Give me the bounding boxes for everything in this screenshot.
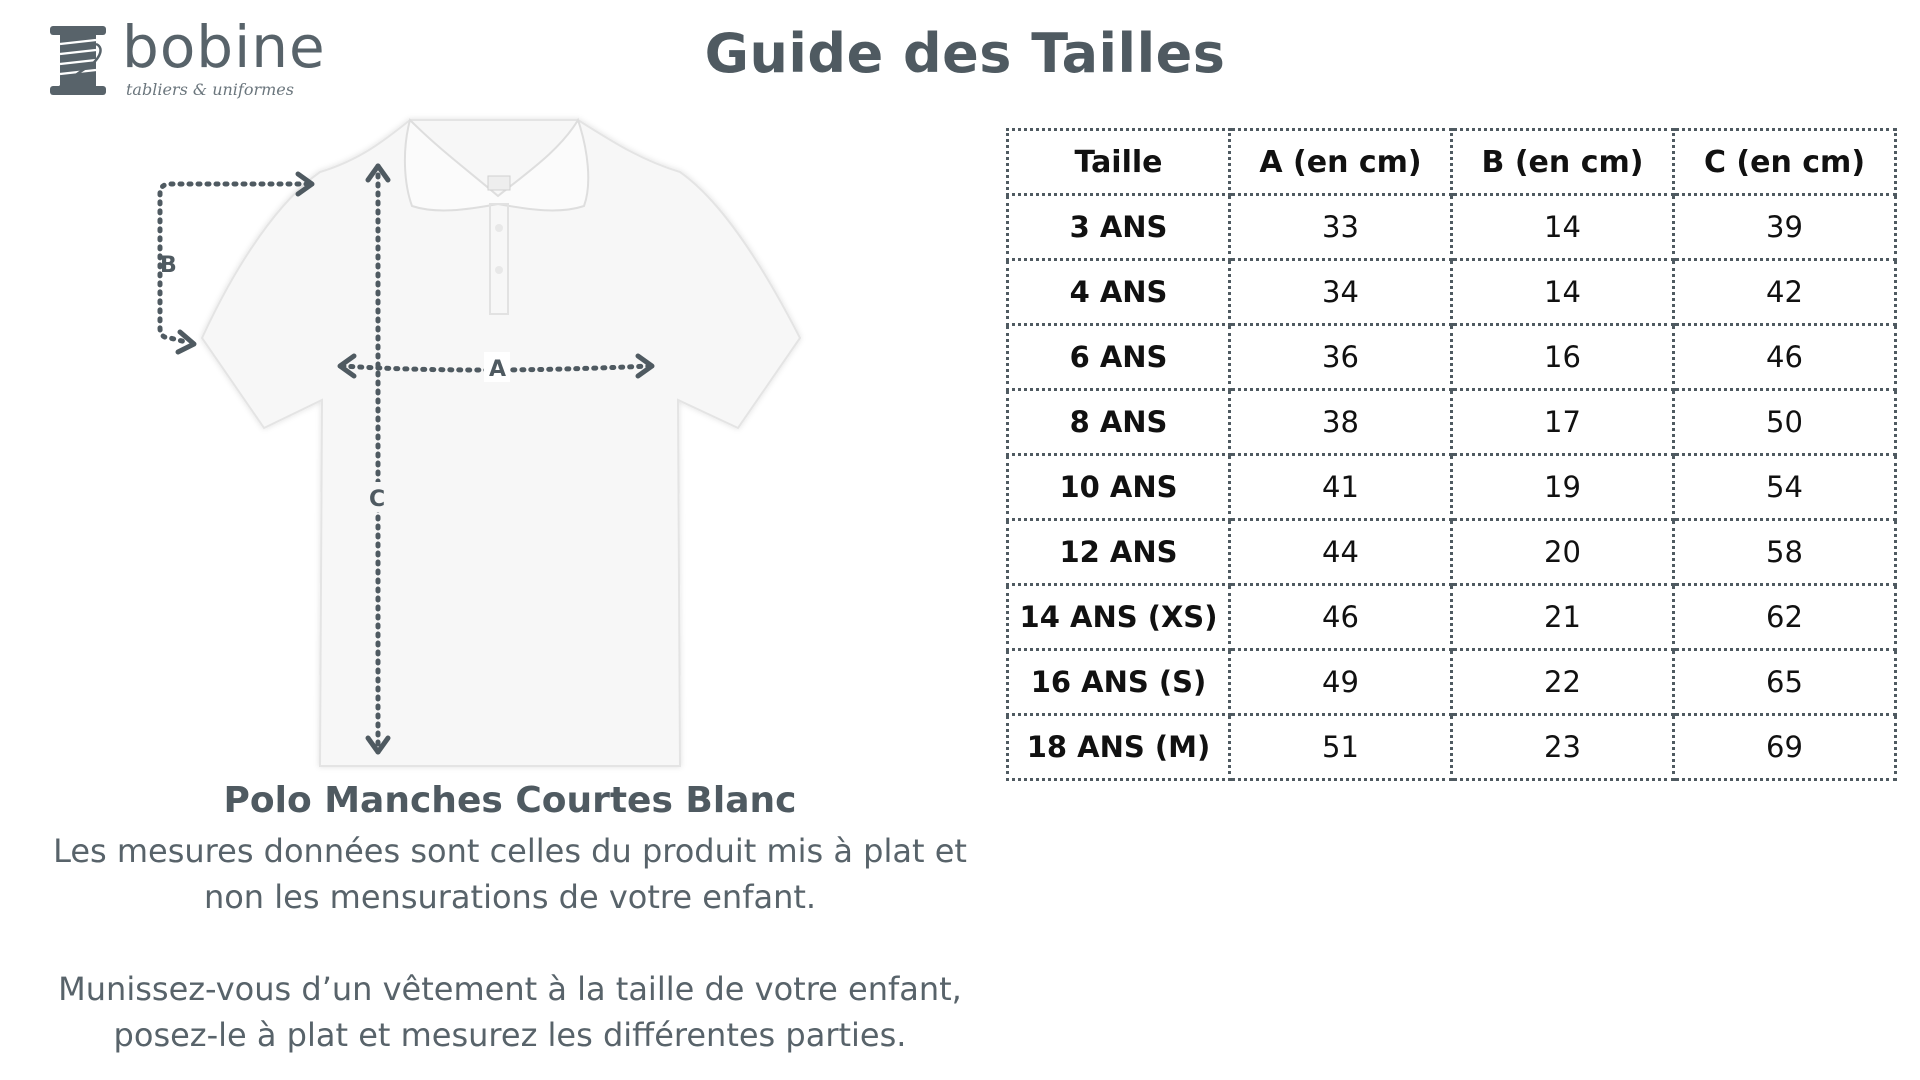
table-row xyxy=(1008,650,1896,715)
brand-name: bobine xyxy=(122,13,326,81)
measure-a-cell: 46 xyxy=(1230,585,1452,650)
measure-c-cell: 62 xyxy=(1674,585,1896,650)
size-cell: 3 ANS xyxy=(1008,195,1230,260)
table-header-row xyxy=(1008,130,1896,195)
measure-b-cell: 14 xyxy=(1452,195,1674,260)
measure-b-cell: 16 xyxy=(1452,325,1674,390)
table-row xyxy=(1008,325,1896,390)
measure-a-cell: 38 xyxy=(1230,390,1452,455)
table-row xyxy=(1008,715,1896,780)
measure-c-cell: 58 xyxy=(1674,520,1896,585)
size-cell: 18 ANS (M) xyxy=(1008,715,1230,780)
measure-c-cell: 39 xyxy=(1674,195,1896,260)
measure-c-cell: 46 xyxy=(1674,325,1896,390)
brand-logo xyxy=(46,13,326,106)
size-cell: 14 ANS (XS) xyxy=(1008,585,1230,650)
measure-b-cell: 20 xyxy=(1452,520,1674,585)
size-cell: 4 ANS xyxy=(1008,260,1230,325)
measure-c-cell: 69 xyxy=(1674,715,1896,780)
column-header-c: C (en cm) xyxy=(1674,130,1896,195)
measure-c-cell: 42 xyxy=(1674,260,1896,325)
measure-b-cell: 23 xyxy=(1452,715,1674,780)
size-table xyxy=(1006,128,1897,781)
measure-label-b: B xyxy=(160,253,177,278)
measure-label-c: C xyxy=(369,487,386,512)
column-header-a: A (en cm) xyxy=(1230,130,1452,195)
thread-spool-icon xyxy=(46,22,112,100)
size-cell: 10 ANS xyxy=(1008,455,1230,520)
product-name: Polo Manches Courtes Blanc xyxy=(223,780,797,821)
measure-a-cell: 33 xyxy=(1230,195,1452,260)
measure-a-cell: 36 xyxy=(1230,325,1452,390)
measure-c-cell: 65 xyxy=(1674,650,1896,715)
measure-b-cell: 22 xyxy=(1452,650,1674,715)
measure-a-cell: 34 xyxy=(1230,260,1452,325)
measure-b-cell: 21 xyxy=(1452,585,1674,650)
measure-a-cell: 49 xyxy=(1230,650,1452,715)
note-line: Munissez-vous d’un vêtement à la taille de votre enfant, xyxy=(58,970,962,1008)
measure-a-cell: 41 xyxy=(1230,455,1452,520)
polo-shirt-shape xyxy=(202,120,800,766)
table-row xyxy=(1008,455,1896,520)
brand-tagline: tabliers & uniformes xyxy=(126,80,294,99)
column-header-size: Taille xyxy=(1008,130,1230,195)
table-row xyxy=(1008,390,1896,455)
table-row xyxy=(1008,195,1896,260)
note-line: non les mensurations de votre enfant. xyxy=(203,878,817,916)
note-line: Les mesures données sont celles du produit mis à plat et xyxy=(53,832,967,870)
table-row xyxy=(1008,585,1896,650)
measure-c-cell: 54 xyxy=(1674,455,1896,520)
measure-b-cell: 17 xyxy=(1452,390,1674,455)
size-cell: 6 ANS xyxy=(1008,325,1230,390)
size-cell: 8 ANS xyxy=(1008,390,1230,455)
measure-label-a: A xyxy=(489,357,507,382)
table-row xyxy=(1008,260,1896,325)
polo-measurement-illustration xyxy=(140,110,820,780)
size-cell: 12 ANS xyxy=(1008,520,1230,585)
measure-b-cell: 14 xyxy=(1452,260,1674,325)
note-line: posez-le à plat et mesurez les différentes parties. xyxy=(113,1016,907,1054)
measure-a-cell: 44 xyxy=(1230,520,1452,585)
table-row xyxy=(1008,520,1896,585)
size-cell: 16 ANS (S) xyxy=(1008,650,1230,715)
page-title: Guide des Tailles xyxy=(704,22,1226,85)
measuring-instructions xyxy=(20,966,1000,1058)
measure-c-cell: 50 xyxy=(1674,390,1896,455)
column-header-b: B (en cm) xyxy=(1452,130,1674,195)
measure-a-cell: 51 xyxy=(1230,715,1452,780)
measurement-note xyxy=(20,828,1000,920)
measure-b-cell: 19 xyxy=(1452,455,1674,520)
